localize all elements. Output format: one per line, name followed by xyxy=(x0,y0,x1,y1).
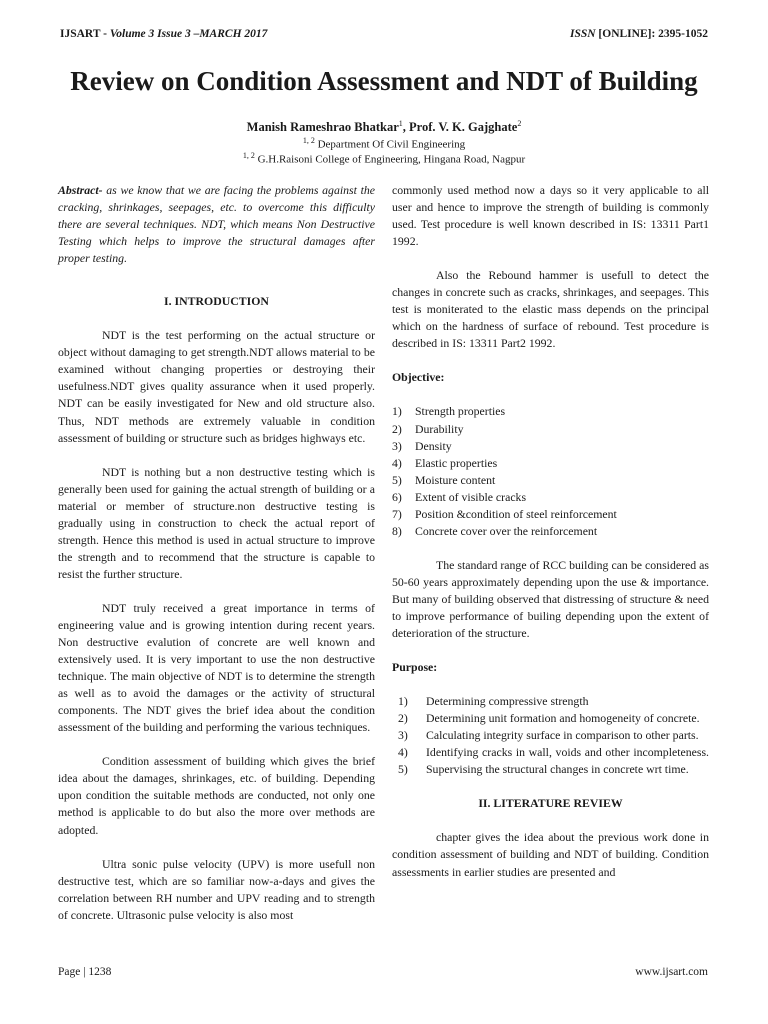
list-item xyxy=(392,472,709,489)
paragraph: The standard range of RCC building can be considered as 50-60 years approximately depending upon the use & importance. But many of building observed that distressing of structure & need to improve performance of builing depending upon the extent of deterioration of the structure. xyxy=(392,557,709,641)
list-number: 7) xyxy=(392,506,402,521)
objective-heading: Objective: xyxy=(392,370,445,385)
paragraph: Ultra sonic pulse velocity (UPV) is more usefull non destructive test, which are so familiar now-a-days and gives the correlation between RH number and UPV reading and to strength of concrete. Ultrasonic pulse velocity is also most xyxy=(58,856,375,922)
paragraph: NDT is nothing but a non destructive testing which is generally been used for gaining the actual strength of building or a material or member of structure.non destructive testing is gradually using in construction to check the actual report of strength. Hence this method is used in actual structure to improve the strength and to recommend that the structure is capable to resist the further structure. xyxy=(58,464,375,581)
list-text: Extent of visible cracks xyxy=(415,489,527,504)
issn-value: [ONLINE]: 2395-1052 xyxy=(598,28,708,40)
paragraph: commonly used method now a days so it very applicable to all user and hence to improve the strength of building is commonly used. Test procedure is well known described in IS: 13311 Part1 1992. xyxy=(392,183,709,249)
affiliation-college xyxy=(0,151,768,166)
affiliation-sup: 1, 2 xyxy=(242,151,255,160)
list-number: 3) xyxy=(392,438,402,453)
list-item xyxy=(392,727,709,744)
left-column xyxy=(58,182,375,924)
author-2: Prof. V. K. Gajghate xyxy=(409,120,518,135)
affiliation-text: G.H.Raisoni College of Engineering, Hingana Road, Nagpur xyxy=(257,153,526,166)
list-item xyxy=(392,489,709,506)
author-2-sup: 2 xyxy=(517,119,522,128)
journal-info xyxy=(60,28,267,40)
list-number: 2) xyxy=(392,421,402,436)
list-number: 5) xyxy=(392,472,402,487)
section-heading-literature-review: II. LITERATURE REVIEW xyxy=(478,796,623,811)
objective-list xyxy=(392,403,709,539)
author-1-sup: 1 xyxy=(398,119,403,128)
page-number: Page | 1238 xyxy=(58,966,112,978)
purpose-heading: Purpose: xyxy=(392,660,438,675)
list-number: 2) xyxy=(398,711,408,726)
author-line xyxy=(0,119,768,135)
page-footer xyxy=(58,966,708,982)
paragraph: chapter gives the idea about the previous work done in condition assessment of building and NDT of building. Condition assessments in earlier studies are presented and xyxy=(392,830,709,879)
list-text: Elastic properties xyxy=(415,455,498,470)
issn-info xyxy=(570,28,708,40)
list-number: 4) xyxy=(398,745,408,760)
list-number: 1) xyxy=(392,404,402,419)
list-text: Determining unit formation and homogeneity of concrete. xyxy=(426,711,700,726)
list-text: Identifying cracks in wall, voids and other incompleteness. xyxy=(426,745,709,760)
list-text: Position &condition of steel reinforcement xyxy=(415,506,617,521)
affiliation-sup: 1, 2 xyxy=(302,136,315,145)
list-number: 1) xyxy=(398,694,408,709)
list-item xyxy=(392,761,709,778)
journal-name: IJSART - xyxy=(60,28,107,40)
list-text: Durability xyxy=(415,421,464,436)
list-item xyxy=(392,710,709,727)
list-text: Concrete cover over the reinforcement xyxy=(415,523,598,538)
list-text: Calculating integrity surface in comparison to other parts. xyxy=(426,728,699,743)
list-number: 8) xyxy=(392,523,402,538)
list-text: Supervising the structural changes in concrete wrt time. xyxy=(426,762,689,777)
section-heading-introduction: I. INTRODUCTION xyxy=(164,294,269,309)
paragraph: NDT truly received a great importance in terms of engineering value and is growing intention during recent years. Non destructive evalution of concrete are well known and extensively used. It is very important to use the non destructive technique. The main objective of NDT is to determine the strength as well as to avoid the damages or the activity of structural components. The NDT gives the brief idea about the condition assessment of the building and performing the various techniques. xyxy=(58,600,375,735)
list-item xyxy=(392,693,709,710)
list-item xyxy=(392,455,709,472)
list-item xyxy=(392,403,709,420)
list-number: 4) xyxy=(392,455,402,470)
paragraph: NDT is the test performing on the actual structure or object without damaging to get strength.NDT allows material to be examined without changing properties or destroying their usefulness.NDT gives quality assurance when it used properly. NDT can be easily investigated for New and old structure also. Thus, NDT methods are extremely valuable in condition assessment of building or structure such as bridges highways etc. xyxy=(58,328,375,445)
list-item xyxy=(392,744,709,761)
list-text: Determining compressive strength xyxy=(426,694,589,709)
affiliation-text: Department Of Civil Engineering xyxy=(317,138,466,151)
page-header xyxy=(60,28,708,44)
list-text: Moisture content xyxy=(415,472,496,487)
list-item xyxy=(392,523,709,540)
list-text: Strength properties xyxy=(415,404,506,419)
list-item xyxy=(392,421,709,438)
list-item xyxy=(392,438,709,455)
paragraph: Also the Rebound hammer is usefull to detect the changes in concrete such as cracks, shrinkages, and seepages. This test is moniterated to the elastic mass depends on the principal which on the hardness of surface of rebound. Test procedure is described in IS: 13311 Part2 1992. xyxy=(392,268,709,351)
list-number: 6) xyxy=(392,489,402,504)
list-text: Density xyxy=(415,438,452,453)
list-number: 5) xyxy=(398,762,408,777)
purpose-list xyxy=(392,693,709,778)
author-1: Manish Rameshrao Bhatkar xyxy=(246,120,399,135)
right-column xyxy=(392,182,709,881)
list-item xyxy=(392,506,709,523)
paper-title: Review on Condition Assessment and NDT of Building xyxy=(70,66,698,96)
paragraph: Condition assessment of building which gives the brief idea about the damages, shrinkages, etc. of building. Depending upon condition the suitable methods are conducted, not only one method is applicable to do but also the more over methods are adopted. xyxy=(58,754,375,837)
affiliation-department xyxy=(0,136,768,151)
abstract-text: as we know that we are facing the problems against the cracking, shrinkages, seepages, etc. to overcome this difficulty there are several techniques. NDT, which means Non Destructive Testing which helps to improve the structural damages after proper testing. xyxy=(58,183,375,266)
abstract-label: Abstract- xyxy=(58,183,103,197)
author-separator: , xyxy=(402,120,409,135)
abstract xyxy=(58,182,375,267)
website-link[interactable]: www.ijsart.com xyxy=(635,966,708,978)
list-number: 3) xyxy=(398,728,408,743)
journal-volume: Volume 3 Issue 3 –MARCH 2017 xyxy=(109,28,268,40)
issn-label: ISSN xyxy=(569,28,596,40)
